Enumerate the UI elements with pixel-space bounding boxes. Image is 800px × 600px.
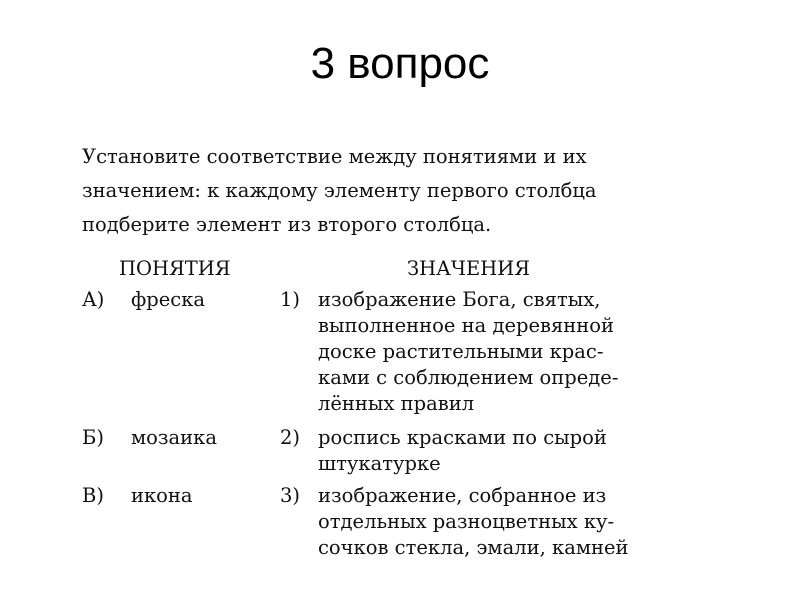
concept-term-a: фреска [131, 288, 206, 311]
slide-title: 3 вопрос [310, 39, 490, 88]
meaning-line: изображение, собранное из [318, 484, 607, 507]
concept-label-a: А) [82, 288, 105, 311]
meaning-text-1 [318, 287, 618, 417]
concept-label-v: В) [82, 484, 104, 507]
task-line: Установите соответствие между понятиями и их [82, 145, 587, 168]
meaning-label-2: 2) [280, 426, 301, 449]
task-line: значением: к каждому элементу первого столбца [82, 179, 597, 202]
meaning-label-1: 1) [280, 288, 301, 311]
meaning-line: ками с соблюдением опреде- [318, 366, 619, 389]
meaning-text-3 [318, 483, 629, 561]
meaning-line: выполненное на деревянной [318, 314, 615, 337]
meaning-line: лённых правил [318, 392, 475, 415]
meaning-line: сочков стекла, эмали, камней [318, 536, 629, 559]
concept-label-b: Б) [82, 426, 104, 449]
meaning-line: штукатурке [318, 452, 441, 475]
meaning-line: доске растительными крас- [318, 340, 604, 363]
task-line: подберите элемент из второго столбца. [82, 213, 492, 236]
concepts-column-header: ПОНЯТИЯ [119, 257, 231, 280]
meaning-line: изображение Бога, святых, [318, 288, 601, 311]
task-instruction [82, 140, 742, 242]
meaning-label-3: 3) [280, 484, 301, 507]
concept-term-b: мозаика [131, 426, 217, 449]
meanings-column-header: ЗНАЧЕНИЯ [407, 257, 530, 280]
concept-term-v: икона [131, 484, 193, 507]
meaning-text-2 [318, 425, 607, 477]
meaning-line: роспись красками по сырой [318, 426, 607, 449]
meaning-line: отдельных разноцветных ку- [318, 510, 615, 533]
